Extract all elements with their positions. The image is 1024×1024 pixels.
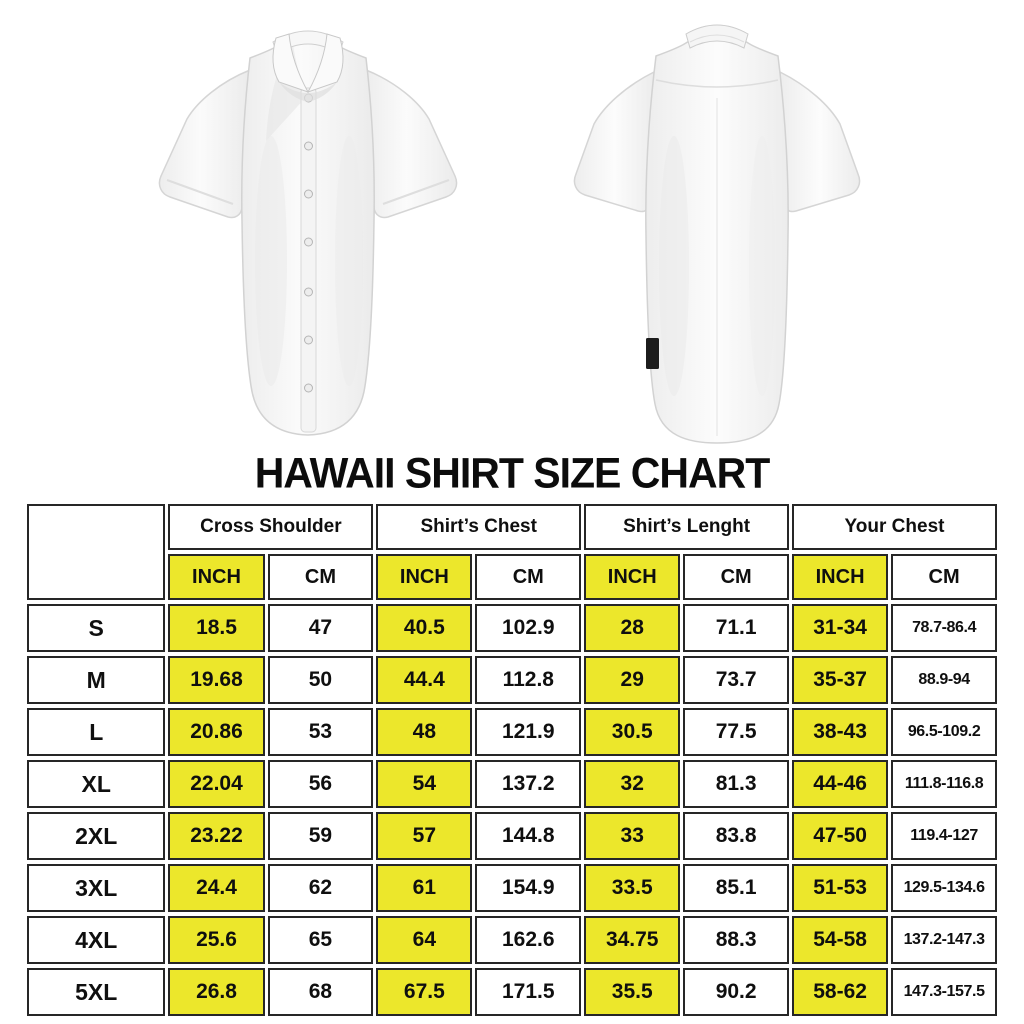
cm-value-cell: 71.1 xyxy=(683,604,789,652)
cm-value-cell: 171.5 xyxy=(475,968,581,1016)
button-placket xyxy=(301,88,316,432)
inch-value-cell: 57 xyxy=(376,812,472,860)
cm-value-cell: 50 xyxy=(268,656,374,704)
unit-header-inch: INCH xyxy=(584,554,680,600)
size-label: S xyxy=(27,604,165,652)
cm-value-cell: 88.9-94 xyxy=(891,656,997,704)
front-right-sleeve xyxy=(366,70,457,218)
inch-value-cell: 19.68 xyxy=(168,656,264,704)
group-header-shirts-length: Shirt’s Lenght xyxy=(584,504,789,550)
inch-value-cell: 35-37 xyxy=(792,656,888,704)
shirt-images xyxy=(0,0,1024,452)
hem-tag xyxy=(646,338,659,369)
inch-value-cell: 44-46 xyxy=(792,760,888,808)
table-row xyxy=(27,708,997,756)
table-row xyxy=(27,656,997,704)
table-row xyxy=(27,968,997,1016)
cm-value-cell: 96.5-109.2 xyxy=(891,708,997,756)
cm-value-cell: 77.5 xyxy=(683,708,789,756)
inch-value-cell: 32 xyxy=(584,760,680,808)
cm-value-cell: 102.9 xyxy=(475,604,581,652)
unit-header-inch: INCH xyxy=(168,554,264,600)
inch-value-cell: 23.22 xyxy=(168,812,264,860)
cm-value-cell: 88.3 xyxy=(683,916,789,964)
unit-header-cm: CM xyxy=(268,554,374,600)
inch-value-cell: 35.5 xyxy=(584,968,680,1016)
cm-value-cell: 62 xyxy=(268,864,374,912)
back-left-sleeve xyxy=(574,72,654,212)
cm-value-cell: 119.4-127 xyxy=(891,812,997,860)
size-label: 3XL xyxy=(27,864,165,912)
table-row xyxy=(27,812,997,860)
cm-value-cell: 78.7-86.4 xyxy=(891,604,997,652)
size-label: M xyxy=(27,656,165,704)
inch-value-cell: 54-58 xyxy=(792,916,888,964)
cm-value-cell: 47 xyxy=(268,604,374,652)
cm-value-cell: 111.8-116.8 xyxy=(891,760,997,808)
cm-value-cell: 73.7 xyxy=(683,656,789,704)
cm-value-cell: 68 xyxy=(268,968,374,1016)
inch-value-cell: 24.4 xyxy=(168,864,264,912)
size-label: 4XL xyxy=(27,916,165,964)
cm-value-cell: 83.8 xyxy=(683,812,789,860)
inch-value-cell: 26.8 xyxy=(168,968,264,1016)
cm-value-cell: 147.3-157.5 xyxy=(891,968,997,1016)
inch-value-cell: 44.4 xyxy=(376,656,472,704)
cm-value-cell: 53 xyxy=(268,708,374,756)
inch-value-cell: 61 xyxy=(376,864,472,912)
cm-value-cell: 59 xyxy=(268,812,374,860)
size-chart-body xyxy=(27,604,997,1016)
cm-value-cell: 162.6 xyxy=(475,916,581,964)
inch-value-cell: 58-62 xyxy=(792,968,888,1016)
inch-value-cell: 48 xyxy=(376,708,472,756)
unit-header-cm: CM xyxy=(891,554,997,600)
inch-value-cell: 30.5 xyxy=(584,708,680,756)
corner-cell xyxy=(27,504,165,600)
inch-value-cell: 18.5 xyxy=(168,604,264,652)
unit-header-row xyxy=(27,554,997,600)
table-row xyxy=(27,916,997,964)
cm-value-cell: 154.9 xyxy=(475,864,581,912)
size-label: XL xyxy=(27,760,165,808)
shirt-front-image xyxy=(125,6,490,446)
inch-value-cell: 40.5 xyxy=(376,604,472,652)
cm-value-cell: 121.9 xyxy=(475,708,581,756)
cm-value-cell: 56 xyxy=(268,760,374,808)
cm-value-cell: 129.5-134.6 xyxy=(891,864,997,912)
inch-value-cell: 33.5 xyxy=(584,864,680,912)
cm-value-cell: 112.8 xyxy=(475,656,581,704)
table-row xyxy=(27,864,997,912)
page-title: HAWAII SHIRT SIZE CHART xyxy=(254,449,770,497)
inch-value-cell: 67.5 xyxy=(376,968,472,1016)
inch-value-cell: 47-50 xyxy=(792,812,888,860)
cm-value-cell: 137.2-147.3 xyxy=(891,916,997,964)
back-right-sleeve xyxy=(780,72,860,212)
inch-value-cell: 25.6 xyxy=(168,916,264,964)
inch-value-cell: 38-43 xyxy=(792,708,888,756)
inch-value-cell: 34.75 xyxy=(584,916,680,964)
table-row xyxy=(27,760,997,808)
group-header-row xyxy=(27,504,997,550)
inch-value-cell: 33 xyxy=(584,812,680,860)
unit-header-inch: INCH xyxy=(376,554,472,600)
inch-value-cell: 54 xyxy=(376,760,472,808)
inch-value-cell: 51-53 xyxy=(792,864,888,912)
shirt-back-image xyxy=(534,6,899,446)
size-label: 2XL xyxy=(27,812,165,860)
group-header-cross-shoulder: Cross Shoulder xyxy=(168,504,373,550)
inch-value-cell: 31-34 xyxy=(792,604,888,652)
table-row xyxy=(27,604,997,652)
group-header-shirts-chest: Shirt’s Chest xyxy=(376,504,581,550)
front-left-sleeve xyxy=(159,70,250,218)
size-label: L xyxy=(27,708,165,756)
cm-value-cell: 65 xyxy=(268,916,374,964)
unit-header-inch: INCH xyxy=(792,554,888,600)
inch-value-cell: 20.86 xyxy=(168,708,264,756)
inch-value-cell: 28 xyxy=(584,604,680,652)
unit-header-cm: CM xyxy=(683,554,789,600)
cm-value-cell: 144.8 xyxy=(475,812,581,860)
size-chart-table xyxy=(24,500,1000,1020)
inch-value-cell: 22.04 xyxy=(168,760,264,808)
size-label: 5XL xyxy=(27,968,165,1016)
cm-value-cell: 137.2 xyxy=(475,760,581,808)
group-header-your-chest: Your Chest xyxy=(792,504,997,550)
inch-value-cell: 64 xyxy=(376,916,472,964)
cm-value-cell: 85.1 xyxy=(683,864,789,912)
cm-value-cell: 81.3 xyxy=(683,760,789,808)
cm-value-cell: 90.2 xyxy=(683,968,789,1016)
unit-header-cm: CM xyxy=(475,554,581,600)
inch-value-cell: 29 xyxy=(584,656,680,704)
